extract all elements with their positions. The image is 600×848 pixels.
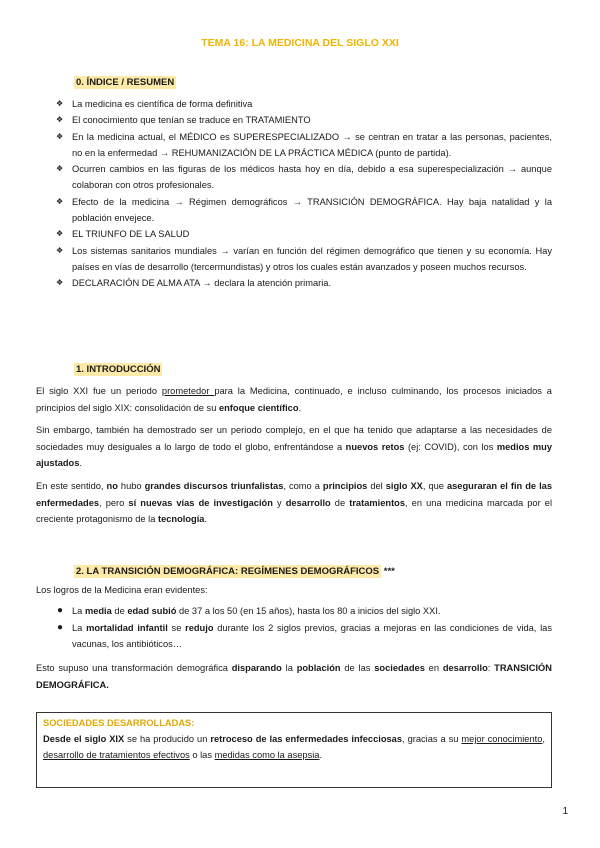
list-item: ❖ Ocurren cambios en las figuras de los médicos hasta hoy en día, debido a esa superespecialización → aunque colaboran con otros profesionales. <box>56 161 552 194</box>
section-heading-transicion-text: 2. LA TRANSICIÓN DEMOGRÁFICA: REGÍMENES DEMOGRÁFICOS <box>76 566 380 577</box>
diamond-bullet-icon: ❖ <box>56 229 64 239</box>
section-heading-transicion <box>74 566 395 577</box>
diamond-bullet-icon: ❖ <box>56 196 64 206</box>
document-title: TEMA 16: LA MEDICINA DEL SIGLO XXI <box>201 37 399 49</box>
diamond-bullet-icon: ❖ <box>56 115 64 125</box>
list-item: ❖ Los sistemas sanitarios mundiales → varían en función del régimen demográfico que tienen y su economía. Hay países en vías de desarrollo (tercermundistas) y otros los cuales están avanzados y poseen muchos recursos. <box>56 243 552 276</box>
transicion-lead: Los logros de la Medicina eran evidentes: <box>36 585 208 595</box>
list-item: ❖ DECLARACIÓN DE ALMA ATA → declara la atención primaria. <box>56 275 552 291</box>
list-item: ❖ EL TRIUNFO DE LA SALUD <box>56 226 552 242</box>
bullet-dot-icon: ● <box>57 621 64 633</box>
list-item: ● La media de edad subió de 37 a los 50 (en 15 años), hasta los 80 a inicios del siglo XXI. <box>56 603 552 620</box>
bullet-dot-icon: ● <box>57 605 64 616</box>
intro-paragraph-1: El siglo XXI fue un periodo prometedor para la Medicina, continuado, e incluso culminando, los procesos iniciados a principios del siglo XIX: consolidación de su enfoque científico. <box>36 386 552 413</box>
list-item: ● La mortalidad infantil se redujo durante los 2 siglos previos, gracias a mejoras en las condiciones de vida, las vacunas, los antibióticos… <box>57 621 552 649</box>
section-heading-introduccion-text: 1. INTRODUCCIÓN <box>76 364 161 375</box>
section-heading-indice <box>74 77 176 88</box>
intro-paragraph-2: Sin embargo, también ha demostrado ser un periodo complejo, en el que ha tenido que adaptarse a las necesidades de sociedades muy desiguales a lo largo de todo el globo, enfrentándose a nuevos retos (ej: COVID), con los medios muy ajustados. <box>36 425 553 468</box>
diamond-bullet-icon: ❖ <box>56 278 64 288</box>
intro-paragraph-3: En este sentido, no hubo grandes discursos triunfalistas, como a principios del siglo XX, que aseguraran el fin de las enfermedades, pero sí nuevas vías de investigación y desarrollo de tratamientos, en una medicina marcada por el creciente protagonismo de la tecnología. <box>36 481 553 524</box>
sociedades-box <box>36 712 552 788</box>
diamond-bullet-icon: ❖ <box>56 164 64 174</box>
list-item: ❖ La medicina es científica de forma definitiva <box>56 96 552 112</box>
diamond-bullet-icon: ❖ <box>56 245 64 255</box>
diamond-bullet-icon: ❖ <box>56 131 64 141</box>
stars-marker: *** <box>383 566 395 577</box>
list-item: ❖ Efecto de la medicina → Régimen demográficos → TRANSICIÓN DEMOGRÁFICA. Hay baja natalidad y la población envejece. <box>56 194 552 227</box>
section-heading-introduccion <box>74 364 162 375</box>
transicion-list <box>56 603 552 653</box>
box-title: SOCIEDADES DESARROLLADAS: <box>43 718 195 728</box>
page-number: 1 <box>562 806 568 817</box>
list-item: ❖ El conocimiento que tenían se traduce en TRATAMIENTO <box>56 112 552 128</box>
diamond-bullet-icon: ❖ <box>56 99 64 108</box>
box-text: Desde el siglo XIX se ha producido un retroceso de las enfermedades infecciosas, gracias a su mejor conocimiento, desarrollo de tratamientos efectivos o las medidas como la asepsia. <box>43 734 546 760</box>
list-item: ❖ En la medicina actual, el MÉDICO es SUPERESPECIALIZADO → se centran en tratar a las personas, pacientes, no en la enfermedad → REHUMANIZACIÓN DE LA PRÁCTICA MÉDICA (punto de partida). <box>56 129 552 162</box>
indice-list <box>56 96 552 292</box>
section-heading-indice-text: 0. ÍNDICE / RESUMEN <box>76 77 175 88</box>
transicion-paragraph: Esto supuso una transformación demográfica disparando la población de las sociedades en desarrollo: TRANSICIÓN DEMOGRÁFICA. <box>36 663 553 690</box>
